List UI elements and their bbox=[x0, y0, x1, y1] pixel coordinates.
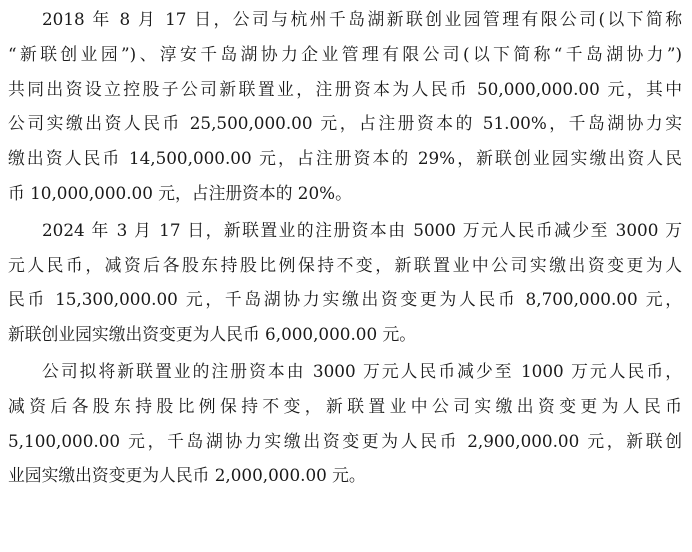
text-line: 元人民币，减资后各股东持股比例保持不变，新联置业中公司实缴出资变更为人 bbox=[8, 254, 682, 275]
text-line: 公司实缴出资人民币 25,500,000.00 元，占注册资本的 51.00%，千岛湖协力实 bbox=[8, 113, 682, 134]
text-line: 共同出资设立控股子公司新联置业，注册资本为人民币 50,000,000.00 元，其中 bbox=[8, 78, 682, 99]
paragraph-1 bbox=[8, 2, 682, 211]
paragraph-3 bbox=[8, 354, 682, 493]
text-line: 民币 15,300,000.00 元，千岛湖协力实缴出资变更为人民币 8,700,000.00 元， bbox=[8, 289, 682, 310]
text-line: 5,100,000.00 元，千岛湖协力实缴出资变更为人民币 2,900,000.00 元，新联创 bbox=[8, 430, 682, 451]
text-line: 减资后各股东持股比例保持不变，新联置业中公司实缴出资变更为人民币 bbox=[8, 395, 682, 416]
text-line: “新联创业园”)、淳安千岛湖协力企业管理有限公司(以下简称“千岛湖协力”) bbox=[8, 43, 682, 64]
text-line: 2018 年 8 月 17 日，公司与杭州千岛湖新联创业园管理有限公司(以下简称 bbox=[42, 9, 682, 29]
text-line: 新联创业园实缴出资变更为人民币 6,000,000.00 元。 bbox=[8, 324, 417, 345]
text-line: 业园实缴出资变更为人民币 2,000,000.00 元。 bbox=[8, 465, 366, 486]
text-line: 缴出资人民币 14,500,000.00 元，占注册资本的 29%，新联创业园实缴出资人民 bbox=[8, 148, 682, 169]
text-line: 公司拟将新联置业的注册资本由 3000 万元人民币减少至 1000 万元人民币， bbox=[42, 360, 682, 381]
paragraph-2 bbox=[8, 213, 682, 352]
text-line: 币 10,000,000.00 元，占注册资本的 20%。 bbox=[8, 182, 352, 203]
text-line: 2024 年 3 月 17 日，新联置业的注册资本由 5000 万元人民币减少至 3000 万 bbox=[42, 219, 682, 240]
